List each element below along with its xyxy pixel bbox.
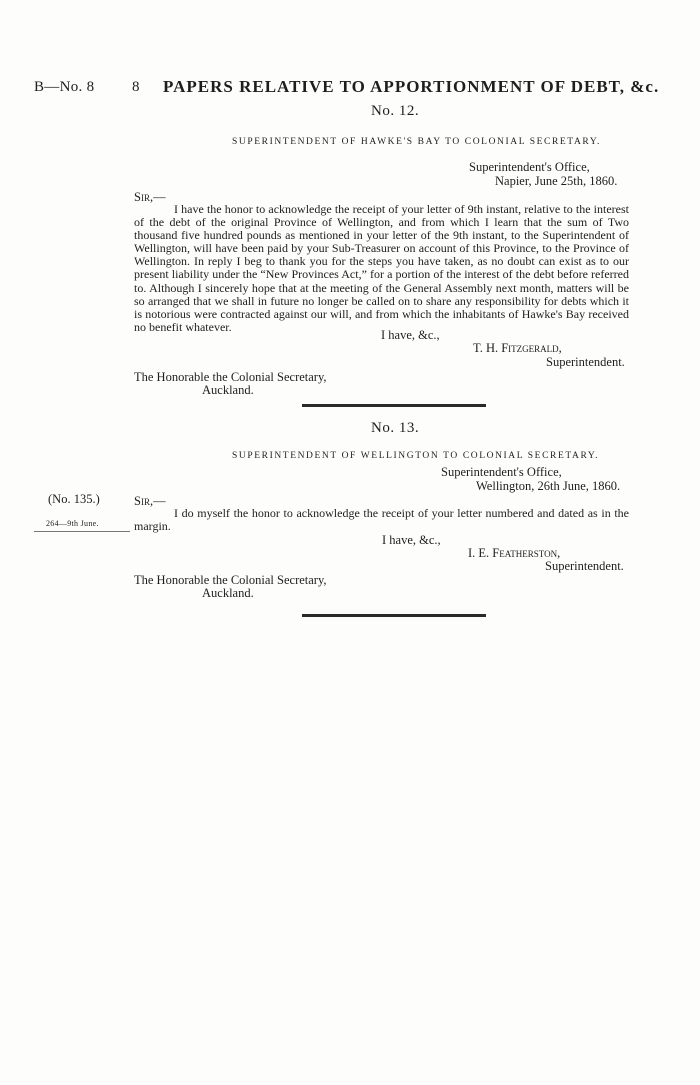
end-divider: [302, 614, 486, 617]
section-divider: [302, 404, 486, 407]
letter-12-addressee: The Honorable the Colonial Secretary,: [134, 370, 327, 384]
letter-13-body: [134, 507, 629, 533]
letter-13-office: Superintendent's Office,: [441, 465, 562, 479]
letter-12-number: No. 12.: [371, 103, 420, 119]
page-title: PAPERS RELATIVE TO APPORTIONMENT OF DEBT, &c.: [163, 77, 660, 96]
letter-13-salutation: Sir,—: [134, 494, 166, 508]
letter-12-addressee-place: Auckland.: [202, 383, 254, 397]
letter-12-body: [134, 203, 629, 334]
letter-12-subtitle: SUPERINTENDENT OF HAWKE'S BAY TO COLONIAL SECRETARY.: [232, 137, 602, 147]
letter-12-salutation: Sir,—: [134, 190, 166, 204]
margin-rule: [34, 531, 130, 532]
page-number: 8: [132, 79, 140, 95]
letter-13-body-text: I do myself the honor to acknowledge the receipt of your letter numbered and dated as in the margin.: [134, 506, 629, 534]
letter-13-number: No. 13.: [371, 420, 420, 436]
letter-12-signature: T. H. Fitzgerald,: [473, 341, 562, 355]
letter-13-signature-title: Superintendent.: [545, 559, 624, 573]
letter-13-place-date: Wellington, 26th June, 1860.: [476, 479, 621, 493]
letter-12-office: Superintendent's Office,: [469, 160, 590, 174]
letter-13-subtitle: SUPERINTENDENT OF WELLINGTON TO COLONIAL SECRETARY.: [232, 451, 600, 461]
margin-date: 264—9th June.: [46, 519, 99, 528]
margin-reference: (No. 135.): [48, 492, 100, 506]
letter-12-place-date: Napier, June 25th, 1860.: [495, 174, 618, 188]
document-reference: B—No. 8: [34, 79, 95, 95]
letter-13-addressee: The Honorable the Colonial Secretary,: [134, 573, 327, 587]
letter-13-signature: I. E. Featherston,: [468, 546, 561, 560]
letter-13-addressee-place: Auckland.: [202, 586, 254, 600]
letter-12-closing: I have, &c.,: [381, 328, 440, 342]
letter-13-closing: I have, &c.,: [382, 533, 441, 547]
letter-12-signature-title: Superintendent.: [546, 355, 625, 369]
letter-12-body-text: I have the honor to acknowledge the receipt of your letter of 9th instant, relative to the interest of the debt of the original Province of Wellington, and from which I learn that the sum of Two thousand five hundred pounds as mentioned in your letter of the 9th instant, to the Superintendent of Wellington, will have been paid by your Sub-Treasurer on account of this Province, to the Province of Wellington. In reply I beg to thank you for the steps you have taken, as no doubt can exist as to our present liability under the “New Provinces Act,” for a portion of the interest of the debt before referred to. Although I sincerely hope that at the meeting of the General Assembly next month, matters will be so arranged that we shall in future no longer be called on to share any responsibility for debts which it is notorious were contracted against our will, and from which the inhabitants of Hawke's Bay received no benefit whatever.: [134, 202, 629, 334]
